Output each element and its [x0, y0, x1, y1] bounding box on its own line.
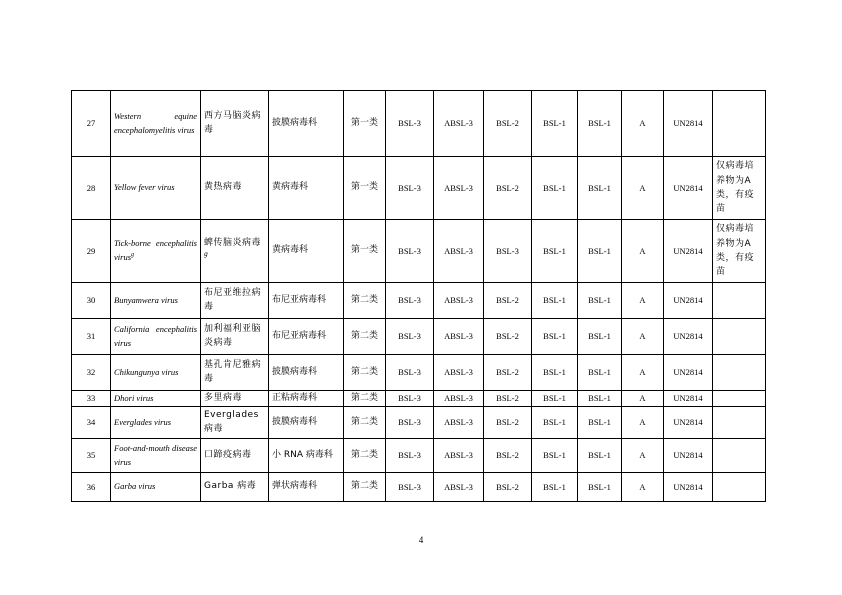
- lab-biosafety-level-text: BSL-3: [398, 245, 421, 256]
- hazard-class-text: 第二类: [350, 392, 378, 403]
- virus-family: [269, 283, 344, 319]
- chinese-footnote-marker: g: [204, 251, 209, 258]
- remark: [713, 473, 766, 502]
- transport-category-text: A: [639, 417, 646, 428]
- virus-family-text: 小 RNA 病毒科: [272, 449, 333, 460]
- transport-category: [622, 283, 664, 319]
- biosafety-level-a-text: BSL-2: [496, 182, 519, 193]
- animal-biosafety-level-text: ABSL-3: [444, 481, 473, 492]
- remark: [713, 439, 766, 473]
- biosafety-level-b: [532, 283, 578, 319]
- lab-biosafety-level-text: BSL-3: [398, 182, 421, 193]
- hazard-class: [344, 91, 386, 157]
- row-number-text: 34: [86, 417, 96, 428]
- biosafety-level-c-text: BSL-1: [588, 367, 611, 378]
- biosafety-level-a: [484, 319, 532, 355]
- biosafety-level-a: [484, 391, 532, 407]
- un-number-text: UN2814: [673, 450, 703, 461]
- biosafety-level-c: [578, 355, 622, 391]
- virus-family-text: 披膜病毒科: [272, 416, 318, 427]
- virus-family: [269, 391, 344, 407]
- virus-family: [269, 319, 344, 355]
- un-number-text: UN2814: [673, 295, 703, 306]
- virus-family: [269, 355, 344, 391]
- lab-biosafety-level: [386, 283, 434, 319]
- lab-biosafety-level-text: BSL-3: [398, 295, 421, 306]
- biosafety-level-c: [578, 439, 622, 473]
- biosafety-level-b-text: BSL-1: [543, 182, 566, 193]
- animal-biosafety-level: [434, 283, 484, 319]
- biosafety-level-b: [532, 473, 578, 502]
- chinese-name-text: 布尼亚维拉病毒: [204, 288, 262, 312]
- lab-biosafety-level-text: BSL-3: [398, 367, 421, 378]
- biosafety-level-a-text: BSL-2: [496, 118, 519, 129]
- remark: [713, 91, 766, 157]
- chinese-name: [201, 407, 269, 439]
- transport-category-text: A: [639, 182, 646, 193]
- chinese-name-text: 多里病毒: [204, 392, 243, 403]
- latin-name-text: Western equine encephalomyelitis virus: [114, 110, 197, 135]
- virus-family-text: 披膜病毒科: [272, 117, 318, 128]
- table-row: [72, 220, 766, 283]
- row-number-text: 32: [86, 367, 96, 378]
- latin-name-text: Bunyamwera virus: [114, 294, 178, 305]
- un-number-text: UN2814: [673, 331, 703, 342]
- un-number: [664, 157, 713, 220]
- hazard-class: [344, 391, 386, 407]
- hazard-class: [344, 319, 386, 355]
- biosafety-level-b-text: BSL-1: [543, 481, 566, 492]
- row-number-text: 31: [86, 331, 96, 342]
- row-number-text: 28: [86, 182, 96, 193]
- biosafety-level-c-text: BSL-1: [588, 331, 611, 342]
- un-number: [664, 391, 713, 407]
- un-number-text: UN2814: [673, 182, 703, 193]
- hazard-class-text: 第一类: [350, 245, 378, 256]
- transport-category-text: A: [639, 450, 646, 461]
- biosafety-level-b-text: BSL-1: [543, 331, 566, 342]
- biosafety-level-a: [484, 91, 532, 157]
- animal-biosafety-level-text: ABSL-3: [444, 182, 473, 193]
- chinese-name-text: 黄热病毒: [204, 182, 243, 193]
- biosafety-level-c-text: BSL-1: [588, 481, 611, 492]
- lab-biosafety-level: [386, 439, 434, 473]
- biosafety-level-a: [484, 157, 532, 220]
- animal-biosafety-level: [434, 473, 484, 502]
- latin-name-text: Garba virus: [114, 481, 156, 492]
- biosafety-level-c: [578, 319, 622, 355]
- virus-family-text: 正粘病毒科: [272, 392, 318, 403]
- biosafety-level-c-text: BSL-1: [588, 393, 611, 404]
- chinese-name: [201, 355, 269, 391]
- biosafety-level-c-text: BSL-1: [588, 295, 611, 306]
- biosafety-level-a: [484, 220, 532, 283]
- chinese-name: [201, 319, 269, 355]
- virus-family-text: 布尼亚病毒科: [272, 294, 327, 305]
- lab-biosafety-level: [386, 157, 434, 220]
- lab-biosafety-level-text: BSL-3: [398, 118, 421, 129]
- row-number-text: 27: [86, 118, 96, 129]
- transport-category-text: A: [639, 245, 646, 256]
- biosafety-level-b: [532, 157, 578, 220]
- biosafety-level-b: [532, 220, 578, 283]
- biosafety-level-b: [532, 91, 578, 157]
- transport-category: [622, 91, 664, 157]
- biosafety-level-a-text: BSL-2: [496, 450, 519, 461]
- virus-family: [269, 157, 344, 220]
- row-number: [72, 391, 111, 407]
- biosafety-level-c-text: BSL-1: [588, 118, 611, 129]
- page-number: 4: [418, 535, 424, 545]
- row-number-text: 33: [86, 393, 96, 404]
- biosafety-level-a-text: BSL-2: [496, 367, 519, 378]
- biosafety-level-c-text: BSL-1: [588, 245, 611, 256]
- remark: [713, 319, 766, 355]
- biosafety-level-c-text: BSL-1: [588, 450, 611, 461]
- chinese-name: [201, 91, 269, 157]
- row-number: [72, 283, 111, 319]
- row-number-text: 36: [86, 481, 96, 492]
- row-number: [72, 157, 111, 220]
- animal-biosafety-level: [434, 157, 484, 220]
- table-row: [72, 439, 766, 473]
- virus-family-text: 黄病毒科: [272, 245, 309, 256]
- biosafety-level-c: [578, 473, 622, 502]
- lab-biosafety-level: [386, 319, 434, 355]
- row-number-text: 29: [86, 245, 96, 256]
- animal-biosafety-level-text: ABSL-3: [444, 118, 473, 129]
- latin-name: [111, 157, 201, 220]
- biosafety-level-c: [578, 407, 622, 439]
- biosafety-level-b: [532, 391, 578, 407]
- transport-category: [622, 407, 664, 439]
- lab-biosafety-level: [386, 220, 434, 283]
- row-number: [72, 439, 111, 473]
- virus-family-text: 布尼亚病毒科: [272, 330, 327, 341]
- latin-footnote-marker: g: [131, 252, 134, 259]
- latin-name: [111, 355, 201, 391]
- virus-family-text: 弹状病毒科: [272, 481, 318, 492]
- un-number-text: UN2814: [673, 481, 703, 492]
- chinese-name-text: 基孔肯尼雅病毒: [204, 360, 262, 384]
- row-number: [72, 319, 111, 355]
- animal-biosafety-level: [434, 220, 484, 283]
- hazard-class-text: 第一类: [350, 117, 378, 128]
- biosafety-level-b: [532, 319, 578, 355]
- biosafety-level-a-text: BSL-2: [496, 331, 519, 342]
- lab-biosafety-level: [386, 407, 434, 439]
- latin-name-text: Dhori virus: [114, 392, 154, 403]
- remark: [713, 355, 766, 391]
- biosafety-level-b-text: BSL-1: [543, 367, 566, 378]
- lab-biosafety-level: [386, 391, 434, 407]
- biosafety-level-c: [578, 283, 622, 319]
- table-row: [72, 319, 766, 355]
- chinese-name-text: Garba 病毒: [204, 481, 257, 492]
- biosafety-level-a-text: BSL-2: [496, 417, 519, 428]
- biosafety-level-c: [578, 157, 622, 220]
- transport-category-text: A: [639, 481, 646, 492]
- row-number-text: 35: [86, 450, 96, 461]
- row-number-text: 30: [86, 295, 96, 306]
- animal-biosafety-level: [434, 319, 484, 355]
- table-row: [72, 473, 766, 502]
- hazard-class-text: 第二类: [350, 416, 378, 427]
- transport-category: [622, 355, 664, 391]
- hazard-class-text: 第二类: [350, 481, 378, 492]
- latin-name-text: Foot-and-mouth disease virus: [114, 442, 197, 467]
- animal-biosafety-level-text: ABSL-3: [444, 295, 473, 306]
- chinese-name-text: 口蹄疫病毒: [204, 449, 252, 460]
- latin-name: [111, 91, 201, 157]
- virus-family: [269, 91, 344, 157]
- hazard-class: [344, 355, 386, 391]
- virus-family-text: 披膜病毒科: [272, 366, 318, 377]
- un-number-text: UN2814: [673, 118, 703, 129]
- latin-name: [111, 473, 201, 502]
- latin-name: [111, 220, 201, 283]
- latin-name: [111, 319, 201, 355]
- remark-text: 仅病毒培养物为A类，有疫苗: [716, 161, 755, 215]
- animal-biosafety-level: [434, 391, 484, 407]
- virus-classification-table: [71, 90, 766, 502]
- latin-name: [111, 391, 201, 407]
- biosafety-level-c-text: BSL-1: [588, 417, 611, 428]
- hazard-class: [344, 407, 386, 439]
- un-number: [664, 220, 713, 283]
- biosafety-level-a-text: BSL-3: [496, 245, 519, 256]
- chinese-name: [201, 439, 269, 473]
- biosafety-level-c-text: BSL-1: [588, 182, 611, 193]
- biosafety-level-a: [484, 439, 532, 473]
- hazard-class-text: 第二类: [350, 294, 378, 305]
- virus-family: [269, 407, 344, 439]
- biosafety-level-c: [578, 220, 622, 283]
- biosafety-level-b: [532, 355, 578, 391]
- latin-name-text: Everglades virus: [114, 416, 172, 427]
- un-number: [664, 439, 713, 473]
- un-number-text: UN2814: [673, 393, 703, 404]
- hazard-class-text: 第二类: [350, 449, 378, 460]
- table-body: [72, 91, 766, 502]
- animal-biosafety-level-text: ABSL-3: [444, 417, 473, 428]
- table-row: [72, 157, 766, 220]
- remark: [713, 407, 766, 439]
- latin-name-text: Tick-borne encephalitis virus: [114, 238, 197, 262]
- chinese-name: [201, 283, 269, 319]
- hazard-class: [344, 439, 386, 473]
- table-row: [72, 283, 766, 319]
- animal-biosafety-level-text: ABSL-3: [444, 393, 473, 404]
- lab-biosafety-level: [386, 91, 434, 157]
- virus-family: [269, 439, 344, 473]
- row-number: [72, 473, 111, 502]
- chinese-name: [201, 220, 269, 283]
- chinese-name: [201, 157, 269, 220]
- lab-biosafety-level-text: BSL-3: [398, 481, 421, 492]
- table-row: [72, 355, 766, 391]
- row-number: [72, 407, 111, 439]
- remark: [713, 157, 766, 220]
- transport-category-text: A: [639, 295, 646, 306]
- animal-biosafety-level-text: ABSL-3: [444, 331, 473, 342]
- un-number-text: UN2814: [673, 417, 703, 428]
- animal-biosafety-level: [434, 91, 484, 157]
- row-number: [72, 220, 111, 283]
- row-number: [72, 355, 111, 391]
- un-number-text: UN2814: [673, 245, 703, 256]
- biosafety-level-a-text: BSL-2: [496, 393, 519, 404]
- biosafety-level-b-text: BSL-1: [543, 450, 566, 461]
- transport-category-text: A: [639, 118, 646, 129]
- hazard-class: [344, 220, 386, 283]
- hazard-class: [344, 473, 386, 502]
- table-row: [72, 391, 766, 407]
- biosafety-level-a: [484, 407, 532, 439]
- un-number-text: UN2814: [673, 367, 703, 378]
- hazard-class: [344, 283, 386, 319]
- biosafety-level-a-text: BSL-2: [496, 295, 519, 306]
- transport-category: [622, 157, 664, 220]
- biosafety-level-b: [532, 407, 578, 439]
- animal-biosafety-level-text: ABSL-3: [444, 367, 473, 378]
- table-row: [72, 407, 766, 439]
- biosafety-level-c: [578, 391, 622, 407]
- transport-category-text: A: [639, 367, 646, 378]
- hazard-class-text: 第一类: [350, 182, 378, 193]
- hazard-class-text: 第二类: [350, 330, 378, 341]
- transport-category: [622, 319, 664, 355]
- hazard-class-text: 第二类: [350, 366, 378, 377]
- biosafety-level-b-text: BSL-1: [543, 295, 566, 306]
- latin-name-text: California encephalitis virus: [114, 323, 197, 348]
- transport-category-text: A: [639, 393, 646, 404]
- un-number: [664, 355, 713, 391]
- virus-family: [269, 220, 344, 283]
- animal-biosafety-level: [434, 439, 484, 473]
- biosafety-level-b-text: BSL-1: [543, 245, 566, 256]
- lab-biosafety-level-text: BSL-3: [398, 393, 421, 404]
- transport-category: [622, 473, 664, 502]
- biosafety-level-a-text: BSL-2: [496, 481, 519, 492]
- lab-biosafety-level-text: BSL-3: [398, 331, 421, 342]
- virus-family-text: 黄病毒科: [272, 182, 309, 193]
- animal-biosafety-level: [434, 355, 484, 391]
- biosafety-level-b-text: BSL-1: [543, 417, 566, 428]
- remark-text: 仅病毒培养物为A类，有疫苗: [716, 224, 755, 278]
- biosafety-level-b-text: BSL-1: [543, 118, 566, 129]
- un-number: [664, 283, 713, 319]
- un-number: [664, 319, 713, 355]
- lab-biosafety-level-text: BSL-3: [398, 450, 421, 461]
- remark: [713, 220, 766, 283]
- biosafety-level-c: [578, 91, 622, 157]
- animal-biosafety-level-text: ABSL-3: [444, 450, 473, 461]
- transport-category: [622, 391, 664, 407]
- transport-category-text: A: [639, 331, 646, 342]
- row-number: [72, 91, 111, 157]
- un-number: [664, 407, 713, 439]
- chinese-name: [201, 391, 269, 407]
- table-row: [72, 91, 766, 157]
- transport-category: [622, 439, 664, 473]
- latin-name: [111, 439, 201, 473]
- virus-family: [269, 473, 344, 502]
- latin-name: [111, 283, 201, 319]
- biosafety-level-a: [484, 473, 532, 502]
- remark: [713, 283, 766, 319]
- lab-biosafety-level-text: BSL-3: [398, 417, 421, 428]
- lab-biosafety-level: [386, 473, 434, 502]
- transport-category: [622, 220, 664, 283]
- latin-name-text: Yellow fever virus: [114, 182, 175, 193]
- chinese-name: [201, 473, 269, 502]
- biosafety-level-a: [484, 283, 532, 319]
- animal-biosafety-level: [434, 407, 484, 439]
- chinese-name-text: 加利福利亚脑炎病毒: [204, 324, 262, 348]
- biosafety-level-b-text: BSL-1: [543, 393, 566, 404]
- remark: [713, 391, 766, 407]
- biosafety-level-a: [484, 355, 532, 391]
- biosafety-level-b: [532, 439, 578, 473]
- latin-name-text: Chikungunya virus: [114, 366, 179, 377]
- un-number: [664, 91, 713, 157]
- lab-biosafety-level: [386, 355, 434, 391]
- hazard-class: [344, 157, 386, 220]
- un-number: [664, 473, 713, 502]
- animal-biosafety-level-text: ABSL-3: [444, 245, 473, 256]
- chinese-name-text: 西方马脑炎病毒: [204, 111, 262, 135]
- chinese-name-text: 蜱传脑炎病毒: [204, 237, 262, 248]
- latin-name: [111, 407, 201, 439]
- chinese-name-text: Everglades 病毒: [204, 410, 259, 434]
